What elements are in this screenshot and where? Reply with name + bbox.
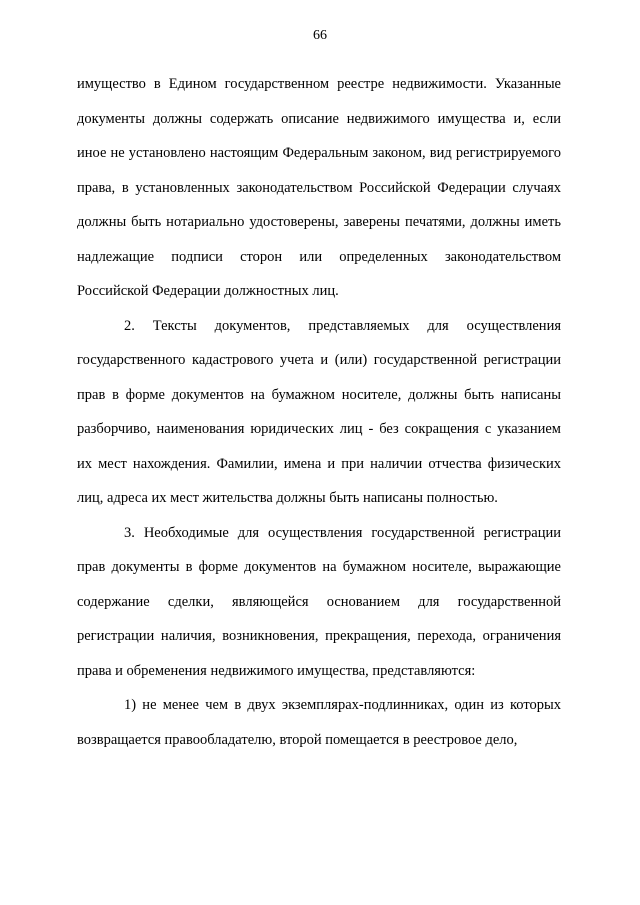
page-number: 66 — [313, 28, 327, 43]
document-body — [77, 67, 561, 757]
paragraph-subitem-1: 1) не менее чем в двух экземплярах-подлинниках, один из которых возвращается правообладателю, второй помещается в реестровое дело, — [77, 697, 561, 748]
paragraph-item-3: 3. Необходимые для осуществления государственной регистрации прав документы в форме документов на бумажном носителе, выражающие содержание сделки, являющейся основанием для государственной регистрации наличия, возникновения, прекращения, перехода, ограничения права и обременения недвижимого имущества, представляются: — [77, 524, 561, 679]
paragraph-item-2: 2. Тексты документов, представляемых для осуществления государственного кадастрового учета и (или) государственной регистрации прав в форме документов на бумажном носителе, должны быть написаны разборчиво, наименования юридических лиц - без сокращения с указанием их мест нахождения. Фамилии, имена и при наличии отчества физических лиц, адреса их мест жительства должны быть написаны полностью. — [77, 317, 561, 506]
paragraph-continuation: имущество в Едином государственном реестре недвижимости. Указанные документы должны содержать описание недвижимого имущества и, если иное не установлено настоящим Федеральным законом, вид регистрируемого права, в установленных законодательством Российской Федерации случаях должны быть нотариально удостоверены, заверены печатями, должны иметь надлежащие подписи сторон или определенных законодательством Российской Федерации должностных лиц. — [77, 76, 561, 299]
